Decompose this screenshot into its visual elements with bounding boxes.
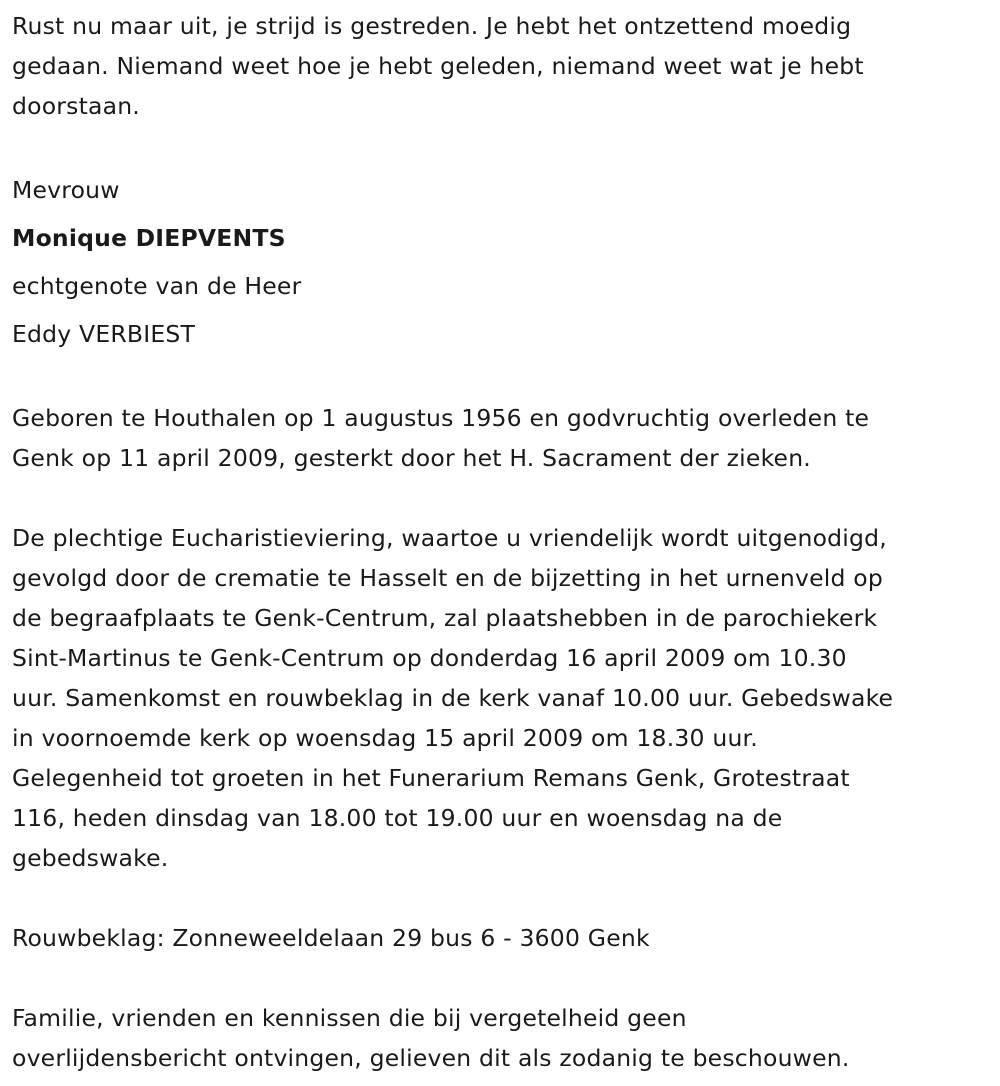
birth-death-paragraph: Geboren te Houthalen op 1 augustus 1956 en godvruchtig overleden te Genk op 11 april 2009, gesterkt door het H. Sacrament der zieken.: [12, 404, 870, 472]
intro-paragraph: Rust nu maar uit, je strijd is gestreden. Je hebt het ontzettend moedig gedaan. Niemand weet hoe je hebt geleden, niemand weet wat je hebt doorstaan.: [12, 12, 864, 120]
spacer: [12, 358, 1000, 398]
spacer: [12, 126, 1000, 166]
closing-paragraph: Familie, vrienden en kennissen die bij vergetelheid geen overlijdensbericht ontvingen, gelieven dit als zodanig te beschouwen.: [12, 1004, 850, 1072]
condolence-address: Rouwbeklag: Zonneweeldelaan 29 bus 6 - 3600 Genk: [12, 924, 650, 952]
spacer: [12, 958, 1000, 998]
person-relation: echtgenote van de Heer: [12, 272, 302, 300]
person-title: Mevrouw: [12, 176, 120, 204]
person-name: Monique DIEPVENTS: [12, 224, 286, 252]
spacer: [12, 478, 1000, 518]
spacer: [12, 878, 1000, 918]
spouse-name: Eddy VERBIEST: [12, 320, 196, 348]
ceremony-paragraph: De plechtige Eucharistieviering, waartoe u vriendelijk wordt uitgenodigd, gevolgd door de crematie te Hasselt en de bijzetting in het urnenveld op de begraafplaats te Genk-Centrum, zal plaatshebben in de parochiekerk Sint-Martinus te Genk-Centrum op donderdag 16 april 2009 om 10.30 uur. Samenkomst en rouwbeklag in de kerk vanaf 10.00 uur. Gebedswake in voornoemde kerk op woensdag 15 april 2009 om 18.30 uur. Gelegenheid tot groeten in het Funerarium Remans Genk, Grotestraat 116, heden dinsdag van 18.00 tot 19.00 uur en woensdag na de gebedswake.: [12, 524, 894, 872]
